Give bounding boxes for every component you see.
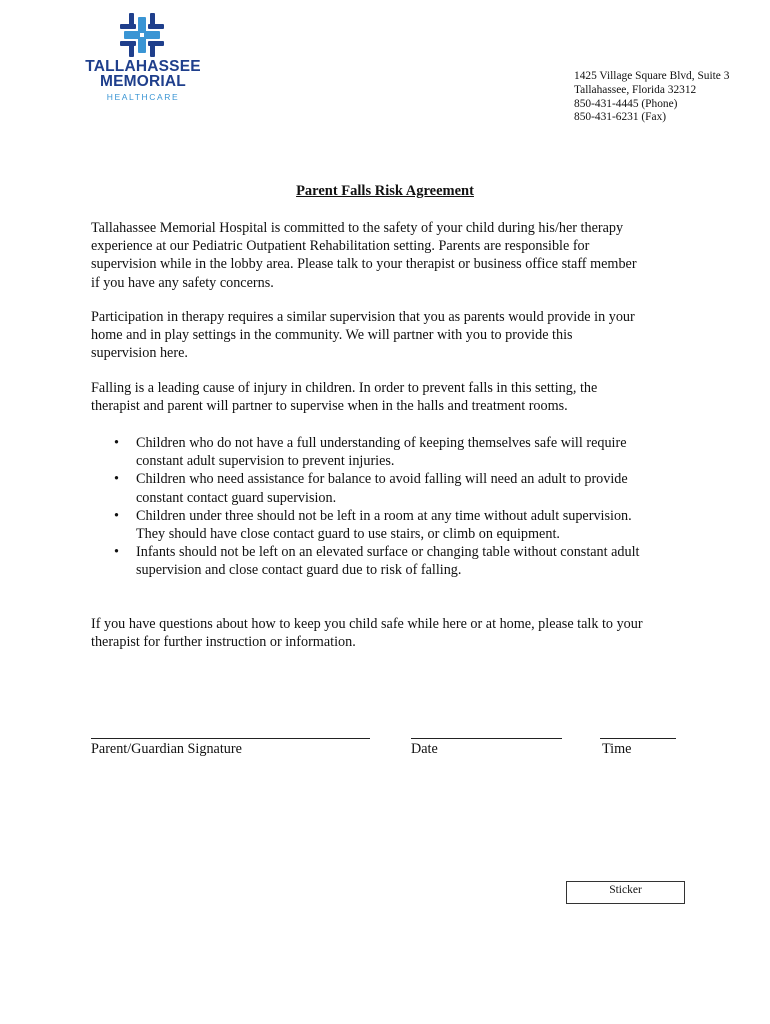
bullet-line: supervision and close contact guard due to risk of falling. <box>136 562 462 579</box>
paragraph-line: If you have questions about how to keep you child safe while here or at home, please talk to your <box>91 616 643 632</box>
logo-text-healthcare: HEALTHCARE <box>106 92 180 102</box>
paragraph-line: home and in play settings in the community. We will partner with you to provide this <box>91 327 573 344</box>
sticker-label: Sticker <box>609 884 642 896</box>
questions-paragraph <box>91 615 731 651</box>
paragraph-line: Tallahassee Memorial Hospital is committed to the safety of your child during his/her therapy <box>91 220 624 236</box>
time-field[interactable] <box>600 738 676 739</box>
bullet-line: constant adult supervision to prevent injuries. <box>136 453 395 470</box>
address-block <box>574 70 729 125</box>
bullet-line: constant contact guard supervision. <box>136 489 337 506</box>
address-phone: 850-431-4445 (Phone) <box>574 97 678 110</box>
parent-signature-label: Parent/Guardian Signature <box>91 741 242 757</box>
paragraph-line: experience at our Pediatric Outpatient Rehabilitation setting. Parents are responsible for <box>91 238 590 255</box>
bullet-icon: • <box>114 471 119 488</box>
date-field[interactable] <box>411 738 562 739</box>
paragraph-line: therapist and parent will partner to supervise when in the halls and treatment rooms. <box>91 398 568 415</box>
document-title: Parent Falls Risk Agreement <box>296 183 474 199</box>
bullet-line: Children who do not have a full understanding of keeping themselves safe will require <box>136 435 627 451</box>
supervision-bullet-list <box>110 434 730 580</box>
paragraph-line: if you have any safety concerns. <box>91 274 274 291</box>
parent-signature-field[interactable] <box>91 738 370 739</box>
paragraph-line: supervision here. <box>91 345 188 362</box>
bullet-icon: • <box>114 507 119 524</box>
bullet-item <box>110 507 730 543</box>
bullet-item <box>110 543 730 579</box>
sticker-box <box>566 881 685 904</box>
bullet-icon: • <box>114 435 119 451</box>
paragraph-line: Falling is a leading cause of injury in children. In order to prevent falls in this setting, the <box>91 380 598 396</box>
bullet-line: Children who need assistance for balance to avoid falling will need an adult to provide <box>136 471 628 488</box>
falling-paragraph <box>91 379 731 415</box>
address-fax: 850-431-6231 (Fax) <box>574 111 667 124</box>
date-label: Date <box>411 741 438 757</box>
address-street: 1425 Village Square Blvd, Suite 3 <box>574 70 730 82</box>
time-label: Time <box>602 741 632 757</box>
bullet-line: They should have close contact guard to use stairs, or climb on equipment. <box>136 526 560 543</box>
bullet-icon: • <box>114 544 119 561</box>
participation-paragraph <box>91 308 731 363</box>
address-city: Tallahassee, Florida 32312 <box>574 83 697 96</box>
bullet-line: Children under three should not be left in a room at any time without adult supervision. <box>136 507 632 524</box>
logo-text-memorial: MEMORIAL <box>100 73 186 90</box>
intro-paragraph <box>91 219 731 292</box>
bullet-item <box>110 434 730 470</box>
logo-text-tallahassee: TALLAHASSEE <box>85 58 201 75</box>
tallahassee-memorial-logo-icon <box>119 12 165 58</box>
paragraph-line: supervision while in the lobby area. Please talk to your therapist or business office staff member <box>91 256 637 273</box>
paragraph-line: Participation in therapy requires a similar supervision that you as parents would provide in your <box>91 309 635 325</box>
paragraph-line: therapist for further instruction or information. <box>91 634 356 651</box>
bullet-line: Infants should not be left on an elevated surface or changing table without constant adult <box>136 544 640 561</box>
bullet-item <box>110 470 730 506</box>
